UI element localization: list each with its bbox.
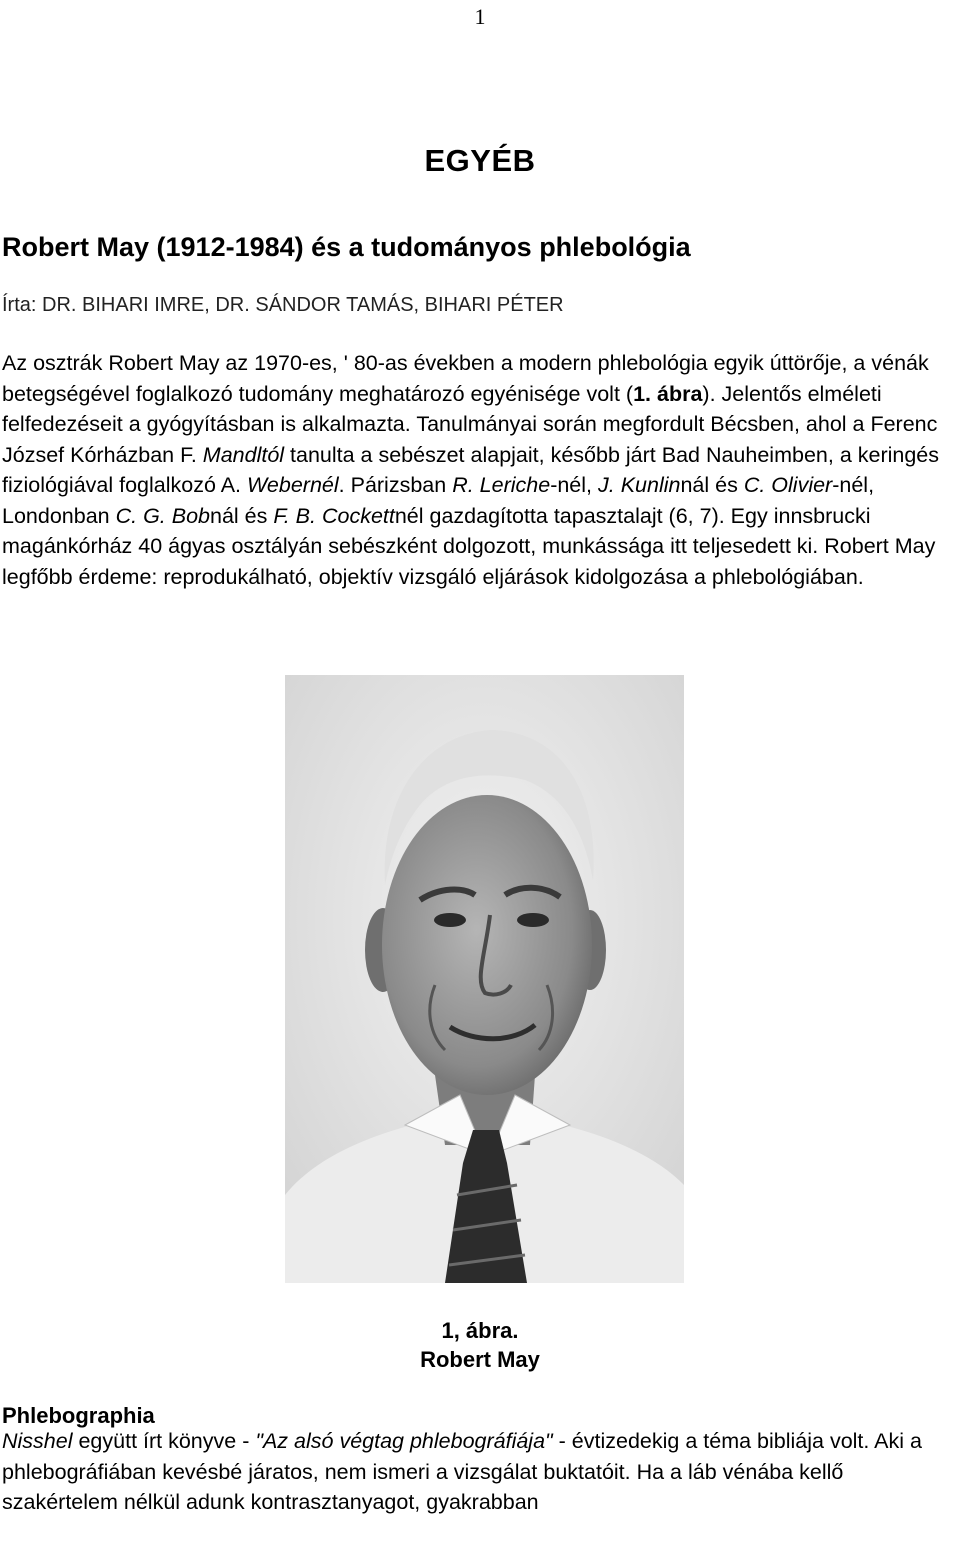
paragraph-phlebographia — [2, 1426, 960, 1518]
name-mandl: Mandltól — [202, 442, 285, 467]
article-title: Robert May (1912-1984) és a tudományos phlebológia — [2, 232, 691, 262]
text: ). Jelentős elméleti felfedezéseit a gyógyításban is alkalmazta. Tanulmányai során megfordult Bécsben, ahol a Ferenc József Kórházban F. — [2, 381, 938, 467]
portrait-illustration — [285, 675, 684, 1283]
name-olivier: C. Olivier — [743, 473, 833, 497]
paragraph-intro — [2, 348, 960, 592]
name-nisshel: Nisshel — [2, 1429, 73, 1453]
text: nál és — [210, 503, 274, 528]
text: együtt írt könyve - — [72, 1429, 256, 1453]
subheading: Phlebographia — [2, 1403, 155, 1428]
name-weber: Webernél — [247, 473, 339, 497]
name-leriche: R. Leriche — [452, 473, 551, 497]
name-cockett: F. B. Cockett — [273, 503, 395, 528]
name-kunlin: J. Kunlin — [598, 473, 681, 497]
text: nál és — [680, 473, 744, 497]
text: tanulta a sebészet alapjait, később járt Bad Nauheimben, a keringés fiziológiával foglalkozó A. — [2, 442, 940, 497]
text: . Párizsban — [338, 473, 453, 497]
text: - évtizedekig a téma bibliája volt. Aki a phlebográfiában kevésbé járatos, nem ismeri a vizsgálat buktatóit. Ha a láb vénába kellő szakértelem nélkül adunk kontrasztanyagot, gyakrabban — [2, 1429, 922, 1514]
text: -nél, Londonban — [2, 473, 875, 528]
portrait-photo — [285, 675, 684, 1283]
name-bob: C. G. Bob — [115, 503, 210, 528]
text: nél gazdagította tapasztalajt (6, 7). Egy innsbrucki magánkórház 40 ágyas osztályán sebészként dolgozott, munkássága itt teljesedett ki. Robert May legfőbb érdeme: reprodukálható, objektív vizsgáló eljárások kidolgozása a phlebológiában. — [2, 503, 936, 589]
figure-caption: Robert May — [420, 1347, 540, 1372]
book-title: "Az alsó végtag phlebográfiája" — [255, 1429, 553, 1453]
figure-reference: 1. ábra — [633, 381, 703, 406]
text: -nél, — [550, 473, 598, 497]
byline: Írta: DR. BIHARI IMRE, DR. SÁNDOR TAMÁS, BIHARI PÉTER — [2, 294, 564, 316]
figure-label: 1, ábra. — [441, 1318, 519, 1343]
page-number: 1 — [474, 4, 486, 29]
section-title: EGYÉB — [424, 143, 536, 178]
text: Az osztrák Robert May az 1970-es, ' 80-as években a modern phlebológia egyik úttörője, a vénák betegségével foglalkozó tudomány meghatározó egyénisége volt ( — [2, 351, 929, 406]
